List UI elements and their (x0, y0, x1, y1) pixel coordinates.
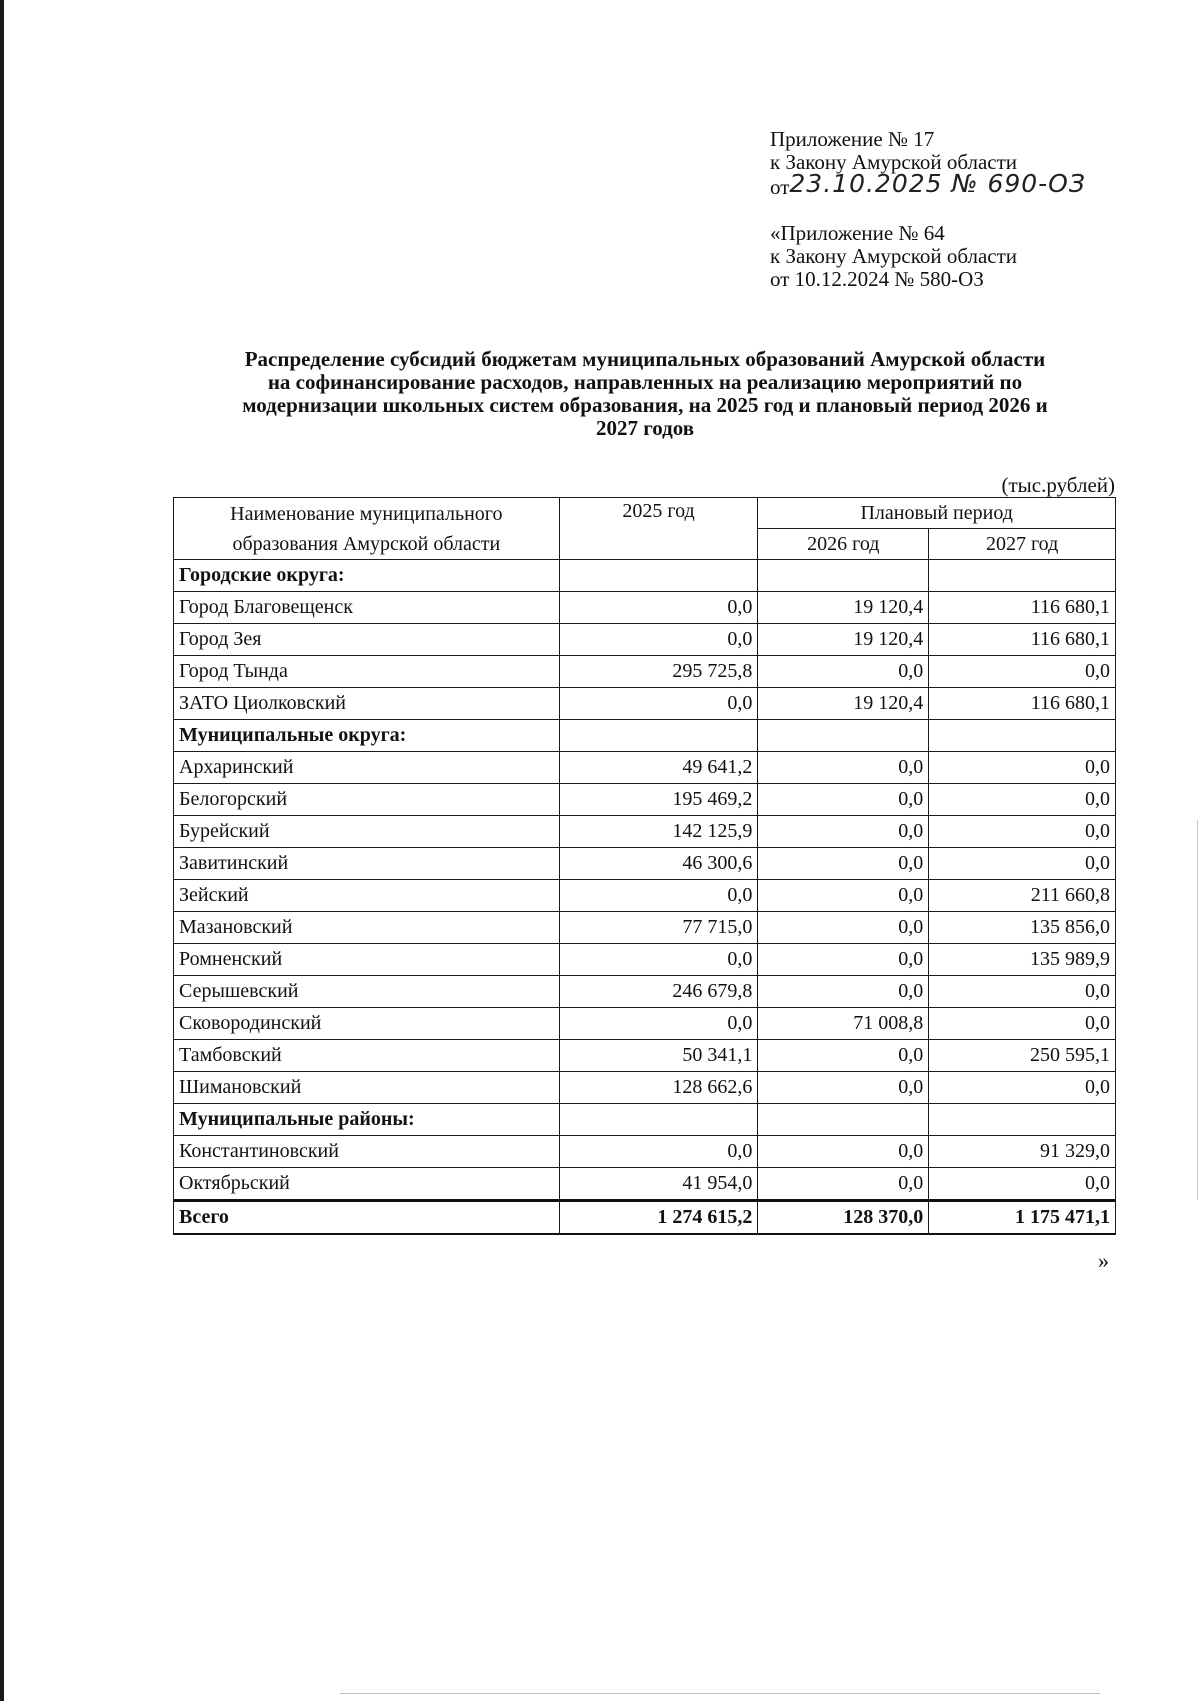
header-municipality-line2: образования Амурской области (232, 532, 501, 555)
value-2025: 0,0 (559, 1136, 758, 1168)
section-title: Муниципальные районы: (174, 1104, 560, 1136)
section-title: Муниципальные округа: (174, 720, 560, 752)
title-line-3: модернизации школьных систем образования, на 2025 год и плановый период 2026 и (242, 393, 1048, 417)
value-2025: 295 725,8 (559, 656, 758, 688)
value-2025: 142 125,9 (559, 816, 758, 848)
value-2027: 0,0 (929, 1168, 1116, 1201)
appendix-number: Приложение № 17 (770, 127, 935, 151)
header-municipality-line1: Наименование муниципального (230, 502, 503, 525)
value-2027: 0,0 (929, 848, 1116, 880)
amended-law-date: от 10.12.2024 № 580-ОЗ (770, 267, 984, 291)
value-2026: 0,0 (758, 880, 929, 912)
table-row (174, 848, 1116, 880)
header-2026: 2026 год (758, 529, 929, 560)
value-2027: 0,0 (929, 784, 1116, 816)
table-row (174, 592, 1116, 624)
municipality-name: Мазановский (174, 912, 560, 944)
value-2027: 116 680,1 (929, 592, 1116, 624)
empty-cell (758, 1104, 929, 1136)
table-row (174, 880, 1116, 912)
value-2027: 0,0 (929, 1072, 1116, 1104)
value-2027: 135 989,9 (929, 944, 1116, 976)
municipality-name: Город Благовещенск (174, 592, 560, 624)
value-2025: 0,0 (559, 880, 758, 912)
value-2027: 0,0 (929, 1008, 1116, 1040)
value-2025: 41 954,0 (559, 1168, 758, 1201)
value-2025: 0,0 (559, 944, 758, 976)
value-2027: 91 329,0 (929, 1136, 1116, 1168)
total-2026: 128 370,0 (758, 1201, 929, 1235)
scan-edge-bottom (340, 1693, 1100, 1694)
appendix-header (770, 128, 1130, 199)
amended-appendix-number: «Приложение № 64 (770, 221, 945, 245)
section-title: Городские округа: (174, 560, 560, 592)
appendix-date-line (770, 169, 1130, 199)
header-2025: 2025 год (559, 498, 758, 560)
value-2026: 19 120,4 (758, 688, 929, 720)
municipality-name: Зейский (174, 880, 560, 912)
value-2027: 135 856,0 (929, 912, 1116, 944)
empty-cell (559, 1104, 758, 1136)
table-row (174, 944, 1116, 976)
value-2026: 0,0 (758, 784, 929, 816)
empty-cell (929, 720, 1116, 752)
municipality-name: Серышевский (174, 976, 560, 1008)
value-2026: 71 008,8 (758, 1008, 929, 1040)
value-2026: 0,0 (758, 1136, 929, 1168)
table-row (174, 1072, 1116, 1104)
value-2027: 0,0 (929, 816, 1116, 848)
value-2026: 0,0 (758, 816, 929, 848)
municipality-name: Архаринский (174, 752, 560, 784)
total-2025: 1 274 615,2 (559, 1201, 758, 1235)
table-row (174, 1136, 1116, 1168)
total-2027: 1 175 471,1 (929, 1201, 1116, 1235)
document-title (170, 348, 1120, 440)
municipality-name: Ромненский (174, 944, 560, 976)
appendix-law-ref: к Закону Амурской области (770, 150, 1018, 174)
table-row (174, 656, 1116, 688)
value-2025: 49 641,2 (559, 752, 758, 784)
value-2026: 0,0 (758, 656, 929, 688)
municipality-name: Город Тында (174, 656, 560, 688)
value-2027: 116 680,1 (929, 624, 1116, 656)
municipality-name: Шимановский (174, 1072, 560, 1104)
units-label: (тыс.рублей) (1001, 473, 1115, 497)
municipality-name: Константиновский (174, 1136, 560, 1168)
value-2025: 128 662,6 (559, 1072, 758, 1104)
title-line-4: 2027 годов (595, 416, 695, 440)
value-2026: 0,0 (758, 1168, 929, 1201)
section-row (174, 1104, 1116, 1136)
scan-edge-right (1197, 820, 1198, 1200)
table-row (174, 912, 1116, 944)
municipality-name: Сковородинский (174, 1008, 560, 1040)
section-row (174, 560, 1116, 592)
value-2026: 0,0 (758, 976, 929, 1008)
table-row (174, 1008, 1116, 1040)
table-body (174, 560, 1116, 1235)
empty-cell (929, 560, 1116, 592)
header-municipality (174, 498, 560, 560)
value-2025: 0,0 (559, 688, 758, 720)
total-row (174, 1201, 1116, 1235)
value-2027: 0,0 (929, 976, 1116, 1008)
value-2025: 77 715,0 (559, 912, 758, 944)
header-2027: 2027 год (929, 529, 1116, 560)
municipality-name: Город Зея (174, 624, 560, 656)
header-planned-period: Плановый период (758, 498, 1116, 529)
value-2026: 0,0 (758, 752, 929, 784)
amended-law-ref: к Закону Амурской области (770, 244, 1018, 268)
table-row (174, 816, 1116, 848)
municipality-name: Белогорский (174, 784, 560, 816)
value-2025: 0,0 (559, 592, 758, 624)
value-2027: 116 680,1 (929, 688, 1116, 720)
value-2026: 19 120,4 (758, 592, 929, 624)
table-row (174, 1040, 1116, 1072)
value-2027: 250 595,1 (929, 1040, 1116, 1072)
appendix-date-prefix: от (770, 175, 790, 199)
value-2025: 246 679,8 (559, 976, 758, 1008)
table-row (174, 1168, 1116, 1201)
empty-cell (929, 1104, 1116, 1136)
municipality-name: Октябрьский (174, 1168, 560, 1201)
value-2025: 0,0 (559, 1008, 758, 1040)
empty-cell (559, 720, 758, 752)
table-row (174, 624, 1116, 656)
subsidy-table (173, 497, 1116, 1235)
value-2026: 19 120,4 (758, 624, 929, 656)
title-line-2: на софинансирование расходов, направленных на реализацию мероприятий по (267, 370, 1023, 394)
value-2027: 211 660,8 (929, 880, 1116, 912)
value-2027: 0,0 (929, 752, 1116, 784)
total-label: Всего (174, 1201, 560, 1235)
title-line-1: Распределение субсидий бюджетам муниципальных образований Амурской области (244, 347, 1046, 371)
empty-cell (559, 560, 758, 592)
value-2026: 0,0 (758, 848, 929, 880)
municipality-name: Бурейский (174, 816, 560, 848)
municipality-name: ЗАТО Циолковский (174, 688, 560, 720)
value-2027: 0,0 (929, 656, 1116, 688)
value-2026: 0,0 (758, 944, 929, 976)
handwritten-date-number: 23.10.2025 № 690-ОЗ (789, 169, 1086, 198)
value-2025: 0,0 (559, 624, 758, 656)
scan-edge-left (0, 0, 4, 1701)
value-2025: 195 469,2 (559, 784, 758, 816)
table-row (174, 976, 1116, 1008)
amended-appendix-header (770, 222, 1130, 291)
table-row (174, 784, 1116, 816)
municipality-name: Тамбовский (174, 1040, 560, 1072)
empty-cell (758, 720, 929, 752)
municipality-name: Завитинский (174, 848, 560, 880)
table-row (174, 752, 1116, 784)
value-2026: 0,0 (758, 1072, 929, 1104)
empty-cell (758, 560, 929, 592)
table-row (174, 688, 1116, 720)
section-row (174, 720, 1116, 752)
closing-quote: » (1098, 1248, 1109, 1273)
value-2025: 46 300,6 (559, 848, 758, 880)
value-2025: 50 341,1 (559, 1040, 758, 1072)
value-2026: 0,0 (758, 1040, 929, 1072)
value-2026: 0,0 (758, 912, 929, 944)
